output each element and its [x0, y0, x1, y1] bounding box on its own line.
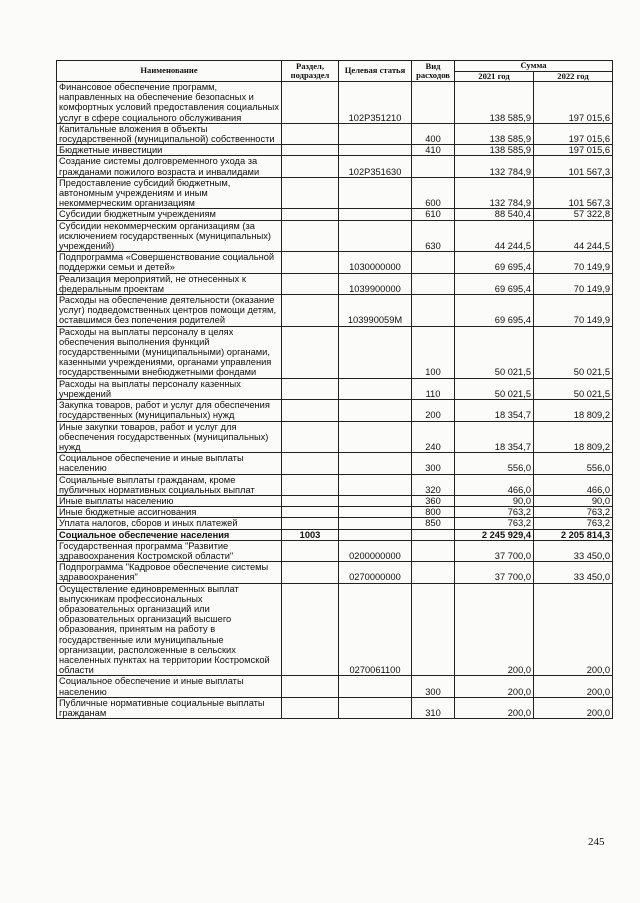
- table-row: [57, 273, 613, 294]
- cell-sum-2021: 138 585,9: [455, 145, 534, 156]
- cell-sum-2022: 200,0: [534, 676, 613, 697]
- cell-section: [282, 697, 339, 718]
- cell-sum-2021: 37 700,0: [455, 562, 534, 583]
- cell-sum-2021: 18 354,7: [455, 400, 534, 421]
- cell-section: [282, 495, 339, 506]
- cell-sum-2021: 18 354,7: [455, 421, 534, 453]
- cell-article: [339, 400, 412, 421]
- cell-section: [282, 145, 339, 156]
- cell-sum-2022: 197 015,6: [534, 145, 613, 156]
- cell-kind: 300: [412, 676, 455, 697]
- cell-kind: 300: [412, 453, 455, 474]
- cell-sum-2021: 50 021,5: [455, 326, 534, 378]
- cell-sum-2021: 763,2: [455, 518, 534, 529]
- table-row: [57, 676, 613, 697]
- cell-article: 0270061100: [339, 583, 412, 676]
- cell-sum-2022: 50 021,5: [534, 378, 613, 399]
- cell-kind: [412, 540, 455, 561]
- cell-section: [282, 156, 339, 177]
- cell-section: [282, 82, 339, 124]
- cell-article: 0200000000: [339, 540, 412, 561]
- table-row: [57, 495, 613, 506]
- cell-kind: 800: [412, 507, 455, 518]
- cell-kind: 100: [412, 326, 455, 378]
- cell-section: [282, 220, 339, 252]
- cell-sum-2022: 2 205 814,3: [534, 529, 613, 540]
- table-row: [57, 295, 613, 327]
- cell-sum-2021: 200,0: [455, 676, 534, 697]
- cell-kind: 200: [412, 400, 455, 421]
- cell-sum-2022: 197 015,6: [534, 123, 613, 144]
- cell-article: 1039900000: [339, 273, 412, 294]
- cell-sum-2022: 200,0: [534, 697, 613, 718]
- cell-name: Социальные выплаты гражданам, кроме публичных нормативных социальных выплат: [57, 474, 282, 495]
- cell-article: 102P351210: [339, 82, 412, 124]
- cell-section: [282, 540, 339, 561]
- cell-name: Социальное обеспечение населения: [57, 529, 282, 540]
- table-row: [57, 252, 613, 273]
- cell-article: [339, 518, 412, 529]
- cell-sum-2022: 18 809,2: [534, 421, 613, 453]
- cell-name: Публичные нормативные социальные выплаты гражданам: [57, 697, 282, 718]
- cell-section: [282, 518, 339, 529]
- header-name: Наименование: [57, 61, 282, 82]
- cell-article: 103990059М: [339, 295, 412, 327]
- cell-sum-2022: 466,0: [534, 474, 613, 495]
- cell-kind: 600: [412, 177, 455, 209]
- cell-article: [339, 507, 412, 518]
- cell-kind: 850: [412, 518, 455, 529]
- cell-kind: 110: [412, 378, 455, 399]
- cell-kind: 610: [412, 209, 455, 220]
- cell-kind: [412, 295, 455, 327]
- cell-article: [339, 209, 412, 220]
- cell-kind: [412, 583, 455, 676]
- cell-sum-2022: 101 567,3: [534, 177, 613, 209]
- cell-article: [339, 529, 412, 540]
- cell-sum-2022: 70 149,9: [534, 252, 613, 273]
- header-year-2021: 2021 год: [455, 71, 534, 82]
- cell-kind: [412, 562, 455, 583]
- cell-sum-2021: 200,0: [455, 583, 534, 676]
- cell-section: [282, 252, 339, 273]
- cell-section: [282, 295, 339, 327]
- cell-name: Финансовое обеспечение программ, направленных на обеспечение безопасных и комфортных условий предоставления социальных услуг в сфере социального обслуживания: [57, 82, 282, 124]
- cell-name: Подпрограмма «Совершенствование социальной поддержки семьи и детей»: [57, 252, 282, 273]
- cell-section: [282, 209, 339, 220]
- cell-kind: [412, 273, 455, 294]
- cell-name: Реализация мероприятий, не отнесенных к федеральным проектам: [57, 273, 282, 294]
- cell-kind: 400: [412, 123, 455, 144]
- table-row: [57, 453, 613, 474]
- cell-section: [282, 507, 339, 518]
- cell-sum-2022: 70 149,9: [534, 295, 613, 327]
- table-row: [57, 474, 613, 495]
- cell-kind: 630: [412, 220, 455, 252]
- table-row: [57, 400, 613, 421]
- cell-kind: 320: [412, 474, 455, 495]
- cell-sum-2021: 2 245 929,4: [455, 529, 534, 540]
- header-year-2022: 2022 год: [534, 71, 613, 82]
- page-number: 245: [588, 836, 605, 848]
- cell-section: 1003: [282, 529, 339, 540]
- cell-sum-2022: 18 809,2: [534, 400, 613, 421]
- budget-table: [56, 60, 613, 719]
- cell-name: Закупка товаров, работ и услуг для обеспечения государственных (муниципальных) нужд: [57, 400, 282, 421]
- cell-article: [339, 177, 412, 209]
- cell-section: [282, 562, 339, 583]
- table-row: [57, 326, 613, 378]
- cell-sum-2021: 138 585,9: [455, 123, 534, 144]
- cell-sum-2022: 556,0: [534, 453, 613, 474]
- table-body: [57, 82, 613, 719]
- cell-article: [339, 421, 412, 453]
- cell-sum-2022: 200,0: [534, 583, 613, 676]
- cell-sum-2022: 44 244,5: [534, 220, 613, 252]
- cell-kind: 240: [412, 421, 455, 453]
- cell-section: [282, 177, 339, 209]
- cell-name: Социальное обеспечение и иные выплаты населению: [57, 676, 282, 697]
- cell-sum-2022: 50 021,5: [534, 326, 613, 378]
- cell-article: [339, 676, 412, 697]
- cell-sum-2022: 33 450,0: [534, 562, 613, 583]
- table-row: [57, 518, 613, 529]
- cell-sum-2022: 33 450,0: [534, 540, 613, 561]
- cell-section: [282, 326, 339, 378]
- cell-section: [282, 583, 339, 676]
- cell-name: Создание системы долговременного ухода за гражданами пожилого возраста и инвалидами: [57, 156, 282, 177]
- cell-name: Осуществление единовременных выплат выпускникам профессиональных образовательных организаций или образовательных организаций высшего образования, принятым на работу в государственные или муниципальные организации, расположенные в сельских населенных пунктах на территории Костромской области: [57, 583, 282, 676]
- table-row: [57, 697, 613, 718]
- cell-sum-2021: 88 540,4: [455, 209, 534, 220]
- cell-section: [282, 676, 339, 697]
- cell-sum-2022: 197 015,6: [534, 82, 613, 124]
- cell-section: [282, 123, 339, 144]
- table-row: [57, 421, 613, 453]
- cell-kind: 360: [412, 495, 455, 506]
- cell-name: Социальное обеспечение и иные выплаты населению: [57, 453, 282, 474]
- table-row: [57, 82, 613, 124]
- cell-article: [339, 474, 412, 495]
- cell-name: Субсидии бюджетным учреждениям: [57, 209, 282, 220]
- cell-section: [282, 474, 339, 495]
- cell-article: [339, 220, 412, 252]
- cell-section: [282, 400, 339, 421]
- table-row: [57, 145, 613, 156]
- table-row: [57, 507, 613, 518]
- cell-sum-2021: 763,2: [455, 507, 534, 518]
- cell-sum-2022: 763,2: [534, 507, 613, 518]
- cell-article: [339, 123, 412, 144]
- header-section: Раздел, подраздел: [282, 61, 339, 82]
- cell-article: 1030000000: [339, 252, 412, 273]
- cell-article: [339, 145, 412, 156]
- cell-sum-2022: 70 149,9: [534, 273, 613, 294]
- table-row: [57, 540, 613, 561]
- cell-kind: 410: [412, 145, 455, 156]
- cell-sum-2021: 556,0: [455, 453, 534, 474]
- cell-article: 0270000000: [339, 562, 412, 583]
- cell-name: Капитальные вложения в объекты государственной (муниципальной) собственности: [57, 123, 282, 144]
- cell-name: Субсидии некоммерческим организациям (за исключением государственных (муниципальных) учреждений): [57, 220, 282, 252]
- cell-name: Предоставление субсидий бюджетным, автономным учреждениям и иным некоммерческим организациям: [57, 177, 282, 209]
- cell-section: [282, 421, 339, 453]
- header-kind: Вид расходов: [412, 61, 455, 82]
- cell-sum-2022: 763,2: [534, 518, 613, 529]
- cell-name: Бюджетные инвестиции: [57, 145, 282, 156]
- table-row: [57, 378, 613, 399]
- table-row: [57, 123, 613, 144]
- cell-kind: 310: [412, 697, 455, 718]
- cell-sum-2021: 37 700,0: [455, 540, 534, 561]
- cell-name: Расходы на выплаты персоналу в целях обеспечения выполнения функций государственными (муниципальными) органами, казенными учреждениями, органами управления государственными внебюджетными фондами: [57, 326, 282, 378]
- table-row: [57, 177, 613, 209]
- cell-sum-2021: 90,0: [455, 495, 534, 506]
- cell-article: [339, 326, 412, 378]
- cell-kind: [412, 82, 455, 124]
- cell-sum-2021: 138 585,9: [455, 82, 534, 124]
- cell-section: [282, 453, 339, 474]
- header-sum: Сумма: [455, 61, 613, 72]
- table-row: [57, 583, 613, 676]
- cell-sum-2021: 69 695,4: [455, 295, 534, 327]
- cell-article: [339, 378, 412, 399]
- cell-sum-2022: 57 322,8: [534, 209, 613, 220]
- cell-name: Государственная программа "Развитие здравоохранения Костромской области": [57, 540, 282, 561]
- cell-sum-2021: 466,0: [455, 474, 534, 495]
- cell-sum-2021: 50 021,5: [455, 378, 534, 399]
- cell-sum-2021: 44 244,5: [455, 220, 534, 252]
- cell-section: [282, 378, 339, 399]
- table-row: [57, 529, 613, 540]
- cell-name: Уплата налогов, сборов и иных платежей: [57, 518, 282, 529]
- table-row: [57, 220, 613, 252]
- cell-article: [339, 453, 412, 474]
- cell-name: Иные закупки товаров, работ и услуг для обеспечения государственных (муниципальных) нужд: [57, 421, 282, 453]
- table-row: [57, 209, 613, 220]
- cell-name: Расходы на обеспечение деятельности (оказание услуг) подведомственных центров помощи детям, оставшимся без попечения родителей: [57, 295, 282, 327]
- cell-kind: [412, 252, 455, 273]
- cell-name: Иные бюджетные ассигнования: [57, 507, 282, 518]
- cell-kind: [412, 529, 455, 540]
- cell-name: Иные выплаты населению: [57, 495, 282, 506]
- cell-sum-2022: 101 567,3: [534, 156, 613, 177]
- header-article: Целевая статья: [339, 61, 412, 82]
- cell-sum-2022: 90,0: [534, 495, 613, 506]
- table-row: [57, 156, 613, 177]
- cell-sum-2021: 132 784,9: [455, 177, 534, 209]
- cell-sum-2021: 69 695,4: [455, 252, 534, 273]
- cell-article: [339, 697, 412, 718]
- cell-name: Расходы на выплаты персоналу казенных учреждений: [57, 378, 282, 399]
- cell-kind: [412, 156, 455, 177]
- cell-sum-2021: 132 784,9: [455, 156, 534, 177]
- cell-sum-2021: 200,0: [455, 697, 534, 718]
- cell-article: 102P351630: [339, 156, 412, 177]
- cell-name: Подпрограмма "Кадровое обеспечение системы здравоохранения": [57, 562, 282, 583]
- cell-sum-2021: 69 695,4: [455, 273, 534, 294]
- table-row: [57, 562, 613, 583]
- cell-article: [339, 495, 412, 506]
- cell-section: [282, 273, 339, 294]
